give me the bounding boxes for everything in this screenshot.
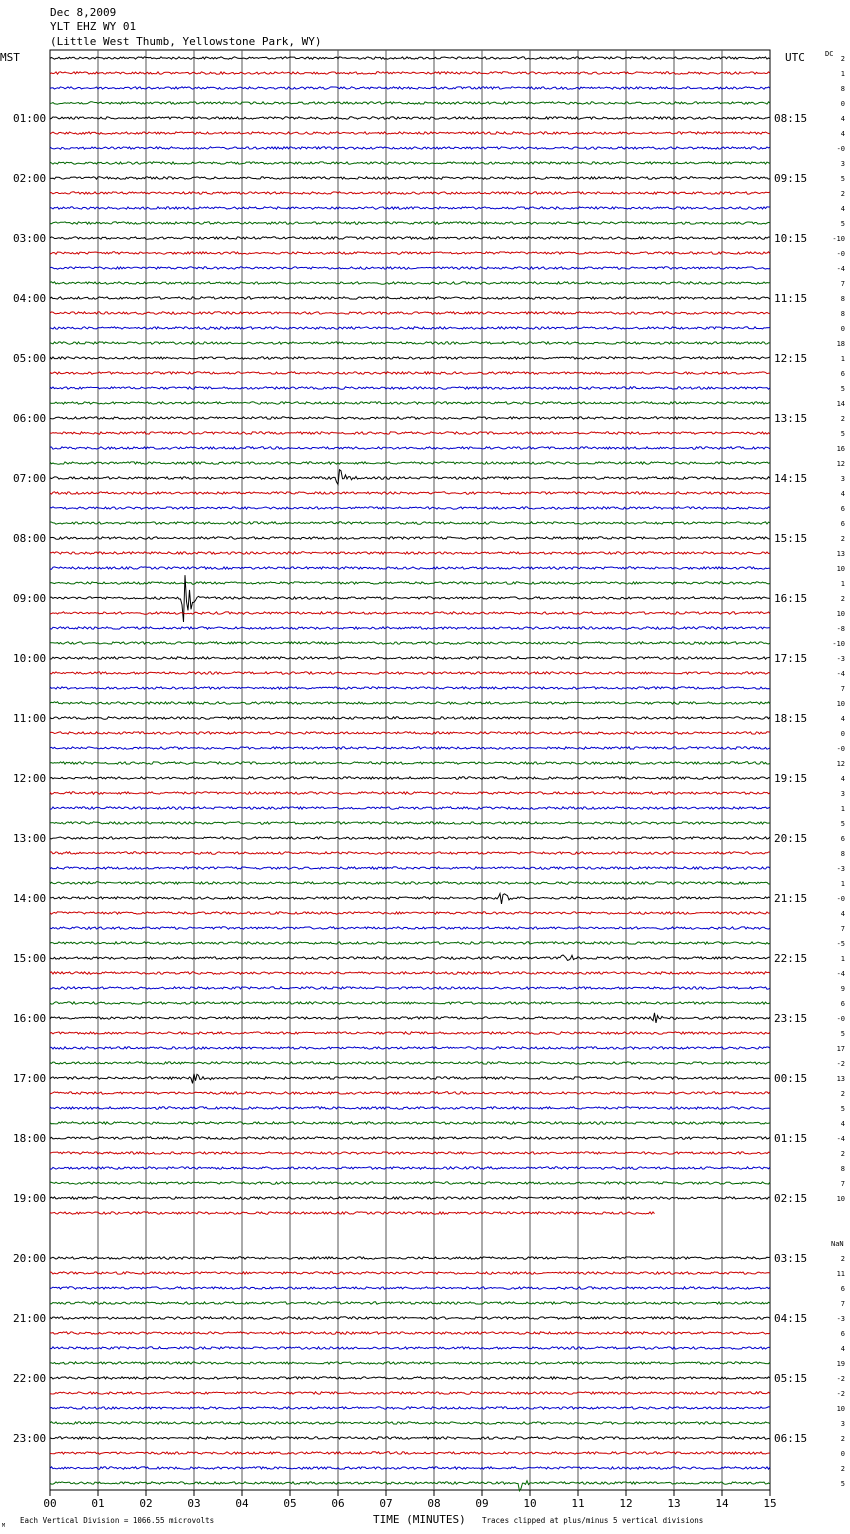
x-tick-label: 10 <box>523 1497 537 1510</box>
utc-hour-label: 23:15 <box>774 1012 808 1025</box>
mst-hour-label: 07:00 <box>13 472 47 485</box>
dc-offset-column <box>832 55 845 1488</box>
trace-line <box>50 627 770 629</box>
trace-line <box>50 1152 770 1154</box>
utc-hour-label: 00:15 <box>774 1072 808 1085</box>
utc-hour-label: 20:15 <box>774 832 808 845</box>
trace-line <box>50 894 770 904</box>
utc-hour-label: 16:15 <box>774 592 808 605</box>
mst-hour-label: 06:00 <box>13 412 47 425</box>
dc-offset-value: 5 <box>840 820 845 828</box>
dc-offset-value: 6 <box>840 835 845 843</box>
trace-line <box>50 1257 770 1259</box>
dc-offset-value: 0 <box>840 100 845 108</box>
trace-line <box>50 1272 770 1274</box>
trace-line <box>50 867 770 869</box>
trace-line <box>50 837 770 839</box>
dc-offset-value: 7 <box>840 925 845 933</box>
dc-offset-value: 13 <box>836 550 845 558</box>
mst-hour-label: 19:00 <box>13 1192 47 1205</box>
x-tick-label: 07 <box>379 1497 393 1510</box>
dc-offset-value: -4 <box>836 265 845 273</box>
trace-line <box>50 882 770 884</box>
trace-line <box>50 1362 770 1364</box>
trace-line <box>50 162 770 164</box>
trace-line <box>50 117 770 119</box>
trace-line <box>50 987 770 989</box>
mst-hour-label: 18:00 <box>13 1132 47 1145</box>
trace-line <box>50 1107 770 1109</box>
dc-offset-value: 9 <box>840 985 845 993</box>
x-tick-label: 00 <box>43 1497 57 1510</box>
trace-line <box>50 1392 770 1394</box>
dc-offset-value: -5 <box>836 940 845 948</box>
trace-line <box>50 447 770 449</box>
dc-offset-value: -4 <box>836 670 845 678</box>
trace-line <box>50 387 770 389</box>
x-tick-label: 04 <box>235 1497 249 1510</box>
dc-offset-value: 8 <box>840 310 845 318</box>
dc-offset-value: 4 <box>840 1345 845 1353</box>
dc-offset-value: -0 <box>836 895 845 903</box>
dc-offset-value: 6 <box>840 1285 845 1293</box>
trace-line <box>50 1452 770 1454</box>
mst-hour-label: 23:00 <box>13 1432 47 1445</box>
dc-offset-value: 16 <box>836 445 845 453</box>
plot-frame <box>50 50 770 1490</box>
x-tick-label: 01 <box>91 1497 105 1510</box>
trace-line <box>50 687 770 689</box>
trace-line <box>50 192 770 194</box>
dc-offset-value: -0 <box>836 145 845 153</box>
trace-line <box>50 1347 770 1349</box>
header-station: YLT EHZ WY 01 <box>50 20 137 33</box>
trace-line <box>50 357 770 359</box>
trace-line <box>50 582 770 584</box>
dc-offset-value: -2 <box>836 1060 845 1068</box>
trace-line <box>50 1167 770 1169</box>
dc-offset-value: 4 <box>840 910 845 918</box>
trace-line <box>50 1407 770 1409</box>
dc-offset-value: 4 <box>840 1120 845 1128</box>
trace-line <box>50 72 770 74</box>
dc-offset-value: 5 <box>840 220 845 228</box>
nan-header: NaN <box>831 1240 844 1248</box>
dc-offset-value: 8 <box>840 850 845 858</box>
utc-hour-label: 15:15 <box>774 532 808 545</box>
dc-offset-value: 6 <box>840 505 845 513</box>
utc-hour-label: 19:15 <box>774 772 808 785</box>
trace-line <box>50 1422 770 1424</box>
x-tick-label: 11 <box>571 1497 585 1510</box>
x-tick-label: 06 <box>331 1497 345 1510</box>
utc-label-column <box>774 112 807 1445</box>
x-tick-label: 08 <box>427 1497 441 1510</box>
trace-line <box>50 222 770 224</box>
dc-offset-value: 3 <box>840 1420 845 1428</box>
dc-offset-value: 7 <box>840 1300 845 1308</box>
dc-offset-header: DC <box>825 50 834 58</box>
trace-line <box>50 1013 770 1023</box>
trace-line <box>50 372 770 374</box>
trace-line <box>50 702 770 704</box>
dc-offset-value: 17 <box>836 1045 845 1053</box>
trace-line <box>50 822 770 824</box>
trace-line <box>50 342 770 344</box>
dc-offset-value: -8 <box>836 625 845 633</box>
dc-offset-value: 2 <box>840 1090 845 1098</box>
dc-offset-value: 2 <box>840 1150 845 1158</box>
dc-offset-value: 0 <box>840 730 845 738</box>
dc-offset-value: 0 <box>840 325 845 333</box>
dc-offset-value: 2 <box>840 190 845 198</box>
trace-line <box>50 432 770 434</box>
mst-hour-label: 22:00 <box>13 1372 47 1385</box>
dc-offset-value: 3 <box>840 475 845 483</box>
trace-line <box>50 732 770 734</box>
trace-line <box>50 1047 770 1049</box>
utc-hour-label: 01:15 <box>774 1132 808 1145</box>
trace-line <box>50 762 770 764</box>
dc-offset-value: 5 <box>840 1480 845 1488</box>
trace-line <box>50 470 770 485</box>
mst-hour-label: 01:00 <box>13 112 47 125</box>
trace-line <box>50 1377 770 1379</box>
dc-offset-value: 4 <box>840 115 845 123</box>
trace-line <box>50 912 770 914</box>
dc-offset-value: 10 <box>836 610 845 618</box>
trace-line <box>50 507 770 509</box>
trace-line <box>50 747 770 749</box>
dc-offset-value: 3 <box>840 790 845 798</box>
trace-line <box>50 1212 655 1214</box>
dc-offset-value: -0 <box>836 1015 845 1023</box>
dc-offset-value: 6 <box>840 1330 845 1338</box>
dc-offset-value: 12 <box>836 760 845 768</box>
trace-line <box>50 777 770 779</box>
dc-offset-value: 12 <box>836 460 845 468</box>
dc-offset-value: 10 <box>836 1405 845 1413</box>
utc-hour-label: 09:15 <box>774 172 808 185</box>
dc-offset-value: 2 <box>840 1435 845 1443</box>
dc-offset-value: -4 <box>836 970 845 978</box>
dc-offset-value: 4 <box>840 130 845 138</box>
x-tick-label: 12 <box>619 1497 633 1510</box>
dc-offset-value: 6 <box>840 370 845 378</box>
dc-offset-value: -3 <box>836 655 845 663</box>
trace-line <box>50 972 770 974</box>
dc-offset-value: 2 <box>840 1255 845 1263</box>
utc-hour-label: 18:15 <box>774 712 808 725</box>
x-tick-label: 05 <box>283 1497 297 1510</box>
utc-hour-label: 14:15 <box>774 472 808 485</box>
x-tick-label: 15 <box>763 1497 777 1510</box>
dc-offset-value: 5 <box>840 175 845 183</box>
utc-hour-label: 10:15 <box>774 232 808 245</box>
trace-line <box>50 1197 770 1199</box>
trace-line <box>50 402 770 404</box>
utc-hour-label: 11:15 <box>774 292 808 305</box>
trace-line <box>50 1074 770 1084</box>
trace-line <box>50 1332 770 1334</box>
x-axis-ticks <box>43 1490 776 1510</box>
trace-line <box>50 1137 770 1139</box>
utc-hour-label: 22:15 <box>774 952 808 965</box>
dc-offset-value: 14 <box>836 400 845 408</box>
mst-hour-label: 15:00 <box>13 952 47 965</box>
trace-line <box>50 1302 770 1304</box>
footer-scale-note: Each Vertical Division = 1066.55 microvolts <box>20 1516 215 1525</box>
trace-line <box>50 327 770 329</box>
mst-label-column <box>13 112 46 1445</box>
dc-offset-value: 1 <box>840 580 845 588</box>
trace-line <box>50 132 770 134</box>
mst-hour-label: 04:00 <box>13 292 47 305</box>
trace-line <box>50 102 770 104</box>
dc-offset-value: 5 <box>840 385 845 393</box>
trace-line <box>50 1032 770 1034</box>
dc-offset-value: 11 <box>836 1270 845 1278</box>
trace-line <box>50 717 770 719</box>
utc-hour-label: 03:15 <box>774 1252 808 1265</box>
utc-hour-label: 13:15 <box>774 412 808 425</box>
trace-line <box>50 1092 770 1094</box>
trace-line <box>50 522 770 524</box>
dc-offset-value: 2 <box>840 1465 845 1473</box>
dc-offset-value: -2 <box>836 1390 845 1398</box>
dc-offset-value: 6 <box>840 520 845 528</box>
trace-line <box>50 807 770 809</box>
trace-line <box>50 297 770 299</box>
corner-mark: M <box>2 1523 6 1529</box>
dc-offset-value: 6 <box>840 1000 845 1008</box>
trace-line <box>50 237 770 239</box>
trace-line <box>50 87 770 89</box>
trace-line <box>50 147 770 149</box>
left-timezone-label: MST <box>0 51 20 64</box>
dc-offset-value: 10 <box>836 700 845 708</box>
trace-line <box>50 1481 770 1491</box>
dc-offset-value: -10 <box>832 640 845 648</box>
trace-line <box>50 207 770 209</box>
dc-offset-value: -3 <box>836 865 845 873</box>
right-timezone-label: UTC <box>785 51 805 64</box>
dc-offset-value: 8 <box>840 295 845 303</box>
utc-hour-label: 08:15 <box>774 112 808 125</box>
trace-line <box>50 1467 770 1469</box>
dc-offset-value: 1 <box>840 880 845 888</box>
mst-hour-label: 05:00 <box>13 352 47 365</box>
dc-offset-value: 0 <box>840 1450 845 1458</box>
trace-line <box>50 417 770 419</box>
dc-offset-value: 19 <box>836 1360 845 1368</box>
trace-line <box>50 537 770 539</box>
trace-line <box>50 942 770 944</box>
dc-offset-value: 4 <box>840 205 845 213</box>
utc-hour-label: 06:15 <box>774 1432 808 1445</box>
x-tick-label: 14 <box>715 1497 729 1510</box>
mst-hour-label: 20:00 <box>13 1252 47 1265</box>
header-date: Dec 8,2009 <box>50 6 117 19</box>
dc-offset-value: 8 <box>840 85 845 93</box>
dc-offset-value: 7 <box>840 685 845 693</box>
trace-line <box>50 282 770 284</box>
utc-hour-label: 02:15 <box>774 1192 808 1205</box>
dc-offset-value: 18 <box>836 340 845 348</box>
x-tick-label: 02 <box>139 1497 153 1510</box>
dc-offset-value: 1 <box>840 70 845 78</box>
trace-line <box>50 492 770 494</box>
x-tick-label: 13 <box>667 1497 681 1510</box>
dc-offset-value: 5 <box>840 1105 845 1113</box>
x-tick-label: 09 <box>475 1497 489 1510</box>
trace-line <box>50 57 770 59</box>
dc-offset-value: 1 <box>840 805 845 813</box>
dc-offset-value: -2 <box>836 1375 845 1383</box>
utc-hour-label: 17:15 <box>774 652 808 665</box>
trace-layer <box>50 57 770 1491</box>
dc-offset-value: -10 <box>832 235 845 243</box>
footer-clip-note: Traces clipped at plus/minus 5 vertical divisions <box>482 1516 704 1525</box>
dc-offset-value: -0 <box>836 745 845 753</box>
mst-hour-label: 13:00 <box>13 832 47 845</box>
dc-offset-value: 2 <box>840 55 845 63</box>
x-axis-title: TIME (MINUTES) <box>373 1513 466 1526</box>
dc-offset-value: 4 <box>840 775 845 783</box>
dc-offset-value: 3 <box>840 160 845 168</box>
trace-line <box>50 612 770 614</box>
trace-line <box>50 462 770 464</box>
trace-line <box>50 1062 770 1064</box>
trace-line <box>50 567 770 569</box>
mst-hour-label: 11:00 <box>13 712 47 725</box>
trace-line <box>50 1317 770 1319</box>
utc-hour-label: 04:15 <box>774 1312 808 1325</box>
trace-line <box>50 792 770 794</box>
dc-offset-value: -4 <box>836 1135 845 1143</box>
trace-line <box>50 312 770 314</box>
dc-offset-value: 1 <box>840 355 845 363</box>
dc-offset-value: -0 <box>836 250 845 258</box>
utc-hour-label: 21:15 <box>774 892 808 905</box>
trace-line <box>50 852 770 854</box>
trace-line <box>50 927 770 929</box>
dc-offset-value: 10 <box>836 1195 845 1203</box>
mst-hour-label: 12:00 <box>13 772 47 785</box>
mst-hour-label: 09:00 <box>13 592 47 605</box>
trace-line <box>50 642 770 644</box>
dc-offset-value: 7 <box>840 1180 845 1188</box>
mst-hour-label: 10:00 <box>13 652 47 665</box>
header-location: (Little West Thumb, Yellowstone Park, WY) <box>50 35 322 48</box>
mst-hour-label: 21:00 <box>13 1312 47 1325</box>
dc-offset-value: 4 <box>840 715 845 723</box>
dc-offset-value: 5 <box>840 430 845 438</box>
trace-line <box>50 1122 770 1124</box>
x-tick-label: 03 <box>187 1497 201 1510</box>
dc-offset-value: 1 <box>840 955 845 963</box>
dc-offset-value: 4 <box>840 490 845 498</box>
trace-line <box>50 177 770 179</box>
mst-hour-label: 02:00 <box>13 172 47 185</box>
trace-line <box>50 252 770 254</box>
dc-offset-value: 2 <box>840 535 845 543</box>
utc-hour-label: 05:15 <box>774 1372 808 1385</box>
mst-hour-label: 16:00 <box>13 1012 47 1025</box>
dc-offset-value: 10 <box>836 565 845 573</box>
trace-line <box>50 1182 770 1184</box>
mst-hour-label: 17:00 <box>13 1072 47 1085</box>
plot-grid <box>50 50 770 1490</box>
trace-line <box>50 1437 770 1439</box>
trace-line <box>50 1002 770 1004</box>
trace-line <box>50 1287 770 1289</box>
trace-line <box>50 657 770 659</box>
dc-offset-value: -3 <box>836 1315 845 1323</box>
trace-line <box>50 552 770 554</box>
trace-line <box>50 955 770 960</box>
mst-hour-label: 08:00 <box>13 532 47 545</box>
dc-offset-value: 2 <box>840 595 845 603</box>
trace-line <box>50 672 770 674</box>
dc-offset-value: 7 <box>840 280 845 288</box>
trace-line <box>50 267 770 269</box>
utc-hour-label: 12:15 <box>774 352 808 365</box>
dc-offset-value: 13 <box>836 1075 845 1083</box>
dc-offset-value: 5 <box>840 1030 845 1038</box>
dc-offset-value: 2 <box>840 415 845 423</box>
mst-hour-label: 03:00 <box>13 232 47 245</box>
dc-offset-value: 8 <box>840 1165 845 1173</box>
mst-hour-label: 14:00 <box>13 892 47 905</box>
